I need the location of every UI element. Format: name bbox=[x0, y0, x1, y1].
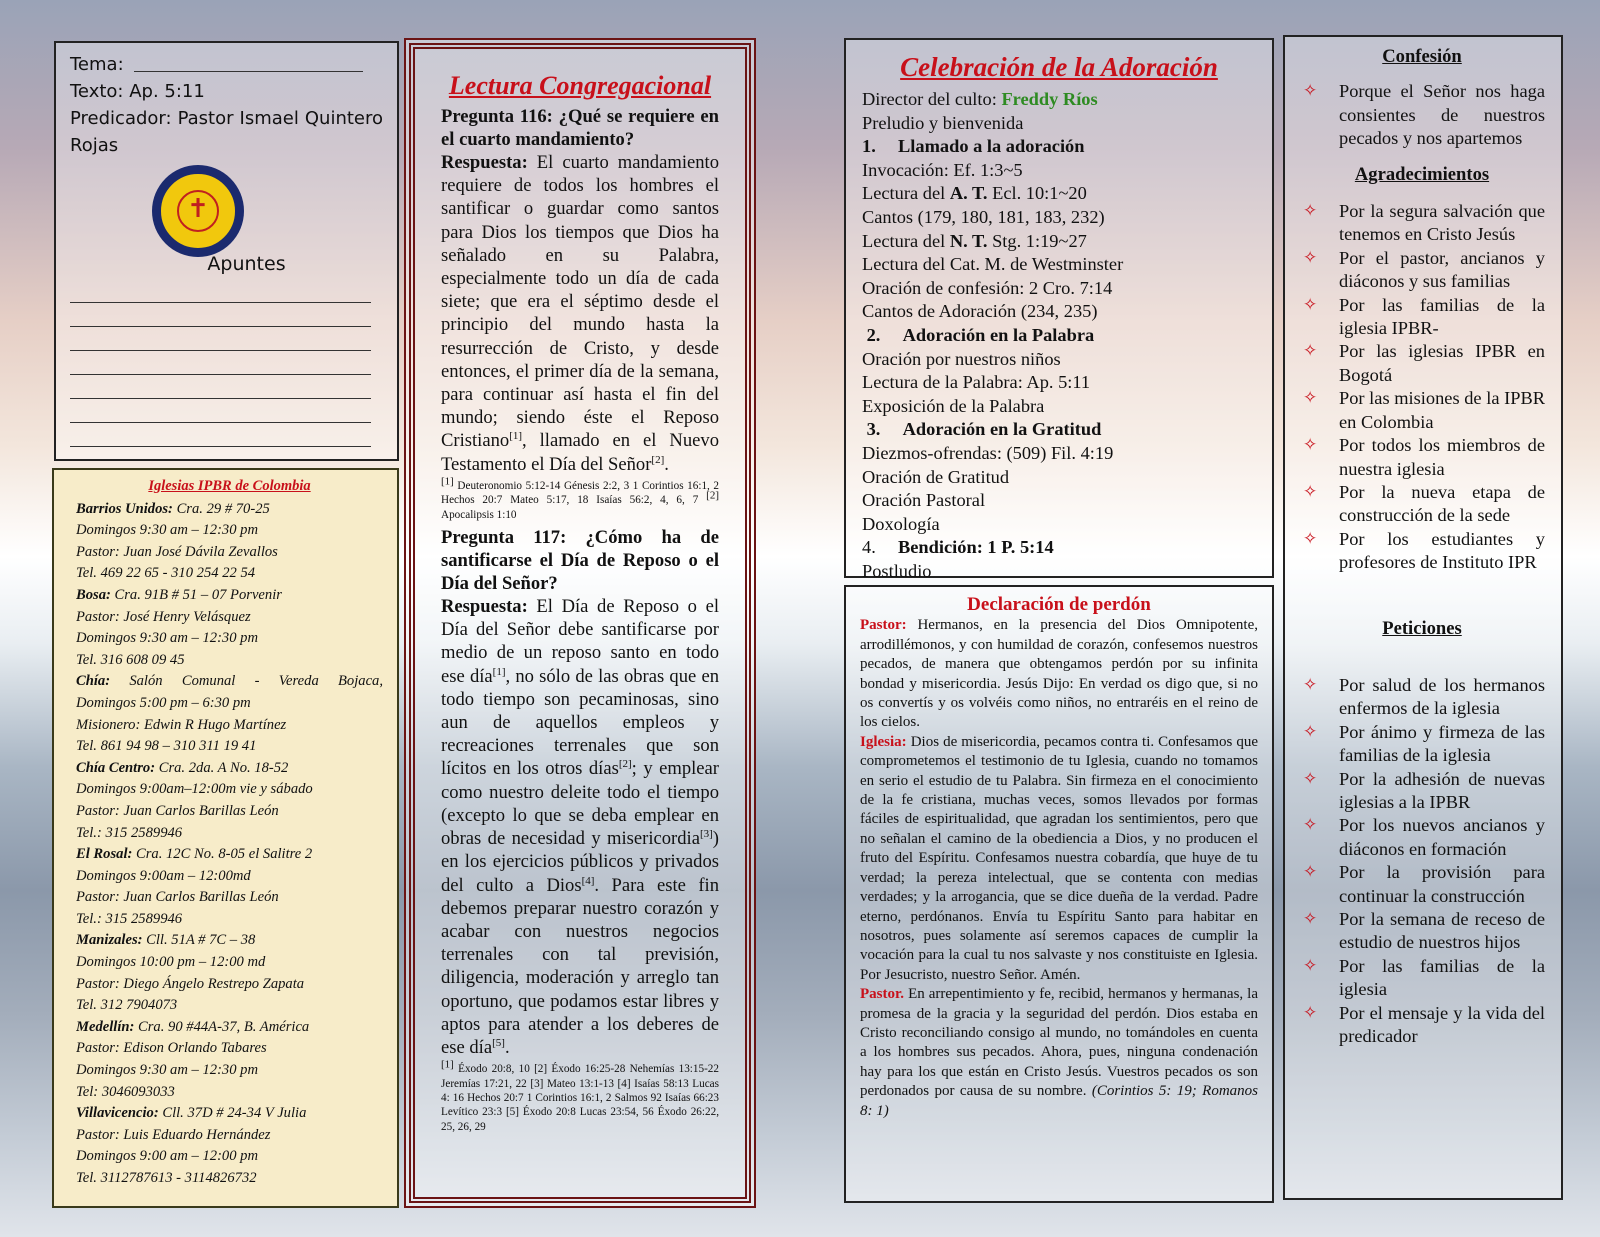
prayer-item bbox=[1299, 1002, 1545, 1049]
note-line bbox=[70, 351, 371, 375]
prayer-item-text: Por los nuevos ancianos y diáconos en formación bbox=[1339, 815, 1545, 859]
church-address: Cra. 91B # 51 – 07 Porvenir bbox=[110, 586, 282, 603]
oracion-pastoral: Oración Pastoral bbox=[862, 490, 986, 511]
director-name: Freddy Ríos bbox=[1001, 89, 1098, 109]
sermon-notes-panel bbox=[54, 41, 399, 461]
church-address: Cra. 90 #44A-37, B. América bbox=[134, 1018, 310, 1035]
church-detail: Tel. 469 22 65 - 310 254 22 54 bbox=[76, 565, 256, 582]
church-detail: Misionero: Edwin R Hugo Martínez bbox=[76, 716, 287, 733]
note-line bbox=[70, 303, 371, 327]
church-entry-heading bbox=[76, 671, 383, 693]
postludio: Postludio bbox=[862, 560, 932, 581]
church-detail: Domingos 9:30 am – 12:30 pm bbox=[76, 1062, 259, 1079]
church-address: Cll. 51A # 7C – 38 bbox=[142, 932, 256, 949]
pastor-paragraph: Pastor: Hermanos, en la presencia del Dios Omnipotente, arrodillémonos, y con humildad de corazón, confesemos nuestros pecados, de manera que obtengamos perdón por su infinita bondad y misericordia. Jesús Dijo: En verdad os digo que, si no os convertís y os volvéis como niños, no entraréis en el reino de los cielos. bbox=[860, 617, 1259, 731]
church-detail: Domingos 9:30 am – 12:30 pm bbox=[76, 630, 259, 647]
prayer-item-text: Por la segura salvación que tenemos en Cristo Jesús bbox=[1339, 201, 1545, 245]
peticiones-heading: Peticiones bbox=[1382, 617, 1462, 639]
cantos-1: Cantos (179, 180, 181, 183, 232) bbox=[862, 206, 1105, 227]
question-116: Pregunta 116: ¿Qué se requiere en el cuarto mandamiento? bbox=[441, 106, 719, 150]
prayer-item-text: Por la semana de receso de estudio de nuestros hijos bbox=[1339, 909, 1545, 953]
preludio: Preludio y bienvenida bbox=[862, 112, 1024, 133]
confesion-list bbox=[1299, 80, 1545, 150]
exposicion: Exposición de la Palabra bbox=[862, 395, 1045, 416]
church-detail: Domingos 5:00 pm – 6:30 pm bbox=[76, 694, 251, 711]
church-entry-heading bbox=[76, 1103, 383, 1125]
star-bullet-icon: ✧ bbox=[1303, 721, 1318, 742]
star-bullet-icon: ✧ bbox=[1303, 909, 1318, 929]
prayer-item-text: Por las familias de la iglesia IPBR- bbox=[1339, 294, 1545, 339]
prayer-item bbox=[1299, 340, 1545, 387]
prayer-item-text: Por salud de los hermanos enfermos de la iglesia bbox=[1339, 674, 1545, 719]
church-detail: Tel.: 315 2589946 bbox=[76, 910, 183, 927]
footnotes-116: [1] Deuteronomio 5:12-14 Génesis 2:2, 3 1 Corintios 16:1, 2 Hechos 20:7 Mateo 5:17, 18 Isaías 56:2, 4, 6, 7 [2] Apocalipsis 1:10 bbox=[441, 475, 720, 521]
prayer-item-text: Por los estudiantes y profesores de Instituto IPR bbox=[1339, 528, 1545, 573]
star-bullet-icon: ✧ bbox=[1303, 341, 1318, 362]
reading-title: Lectura Congregacional bbox=[448, 71, 712, 100]
church-detail: Domingos 9:00 am – 12:00 pm bbox=[76, 1148, 259, 1165]
tema-blank bbox=[134, 51, 363, 72]
note-line bbox=[70, 423, 371, 447]
response-label: Respuesta: bbox=[441, 596, 528, 618]
oracion-ninos: Oración por nuestros niños bbox=[862, 348, 1061, 369]
confesion-heading: Confesión bbox=[1382, 46, 1462, 67]
prayer-item-text: Por la nueva etapa de construcción de la sede bbox=[1339, 481, 1545, 526]
prayer-item bbox=[1299, 481, 1545, 528]
order-of-worship-panel bbox=[844, 38, 1274, 581]
star-bullet-icon: ✧ bbox=[1303, 862, 1318, 883]
section-4-heading: 4. Bendición: 1 P. 5:14 bbox=[862, 537, 1054, 558]
section-1-heading: 1. Llamado a la adoración bbox=[862, 136, 1085, 157]
section-3-heading: 3. Adoración en la Gratitud bbox=[866, 419, 1102, 440]
church-name: Barrios Unidos: bbox=[76, 500, 173, 517]
church-name: Manizales: bbox=[76, 932, 143, 949]
churches-panel bbox=[52, 468, 399, 1208]
church-address: Cra. 2da. A No. 18-52 bbox=[155, 759, 289, 776]
star-bullet-icon: ✧ bbox=[1303, 1002, 1318, 1023]
invocacion: Invocación: Ef. 1:3~5 bbox=[862, 159, 1023, 180]
oracion-gratitud: Oración de Gratitud bbox=[862, 466, 1010, 487]
star-bullet-icon: ✧ bbox=[1303, 201, 1318, 222]
prayer-item bbox=[1299, 814, 1545, 861]
worship-title: Celebración de la Adoración bbox=[900, 52, 1218, 82]
prayer-item-text: Por ánimo y firmeza de las familias de la iglesia bbox=[1339, 721, 1545, 766]
church-seal-logo bbox=[152, 165, 244, 257]
cantos-2: Cantos de Adoración (234, 235) bbox=[862, 301, 1098, 322]
prayer-item-text: Por todos los miembros de nuestra iglesia bbox=[1339, 435, 1545, 479]
star-bullet-icon: ✧ bbox=[1303, 81, 1318, 102]
answer-116: Respuesta: El cuarto mandamiento requiere de todos los hombres el santificar o guardar como santos para Dios los tiempos que Dios ha señalado en su Palabra, especialmente todo un día de cada siete; que era el séptimo desde el principio del mundo hasta la resurrección de Cristo, y desde entonces, el primer día de la semana, para continuar así hasta el fin del mundo; siendo éste el Reposo Cristiano[1], llamado en el Nuevo Testamento el Día del Señor[2]. bbox=[441, 152, 719, 475]
congregational-reading-panel bbox=[404, 38, 756, 1208]
question-117: Pregunta 117: ¿Cómo ha de santificarse el Día de Reposo o el Día del Señor? bbox=[441, 527, 719, 595]
star-bullet-icon: ✧ bbox=[1303, 768, 1318, 789]
star-bullet-icon: ✧ bbox=[1303, 388, 1318, 409]
agradecimientos-list bbox=[1299, 200, 1545, 575]
prayer-item-text: Porque el Señor nos haga consientes de nuestros pecados y nos apartemos bbox=[1339, 81, 1545, 149]
church-list bbox=[76, 499, 383, 1190]
church-entry-heading bbox=[76, 585, 383, 607]
churches-title: Iglesias IPBR de Colombia bbox=[148, 478, 311, 494]
church-address: Cra. 29 # 70-25 bbox=[172, 500, 270, 517]
church-detail: Tel. 861 94 98 – 310 311 19 41 bbox=[76, 738, 257, 755]
prayer-item-text: Por la provisión para continuar la construcción bbox=[1339, 862, 1545, 906]
lectura-palabra: Lectura de la Palabra: Ap. 5:11 bbox=[862, 372, 1091, 393]
prayer-item bbox=[1299, 200, 1545, 247]
church-detail: Pastor: Juan José Dávila Zevallos bbox=[76, 543, 278, 560]
church-entry-heading bbox=[76, 930, 383, 952]
star-bullet-icon: ✧ bbox=[1303, 955, 1318, 976]
church-detail: Pastor: Juan Carlos Barillas León bbox=[76, 889, 279, 906]
church-entry-heading bbox=[76, 499, 383, 521]
star-bullet-icon: ✧ bbox=[1303, 815, 1318, 836]
church-detail: Domingos 9:00am – 12:00md bbox=[76, 867, 251, 884]
prayer-item bbox=[1299, 721, 1545, 768]
church-detail: Pastor: José Henry Velásquez bbox=[76, 608, 251, 625]
church-name: Villavicencio: bbox=[76, 1105, 159, 1122]
prayer-item-text: Por el mensaje y la vida del predicador bbox=[1339, 1002, 1545, 1047]
prayer-item bbox=[1299, 908, 1545, 955]
section-2-heading: 2. Adoración en la Palabra bbox=[866, 324, 1095, 345]
church-detail: Pastor: Juan Carlos Barillas León bbox=[76, 802, 279, 819]
director-row: Director del culto: Freddy Ríos bbox=[862, 89, 1098, 109]
church-detail: Pastor: Luis Eduardo Hernández bbox=[76, 1126, 271, 1143]
prayer-panel bbox=[1283, 35, 1563, 1200]
peticiones-list bbox=[1299, 674, 1545, 1049]
star-bullet-icon: ✧ bbox=[1303, 435, 1318, 456]
star-bullet-icon: ✧ bbox=[1303, 528, 1318, 549]
prayer-item bbox=[1299, 294, 1545, 341]
church-detail: Domingos 9:30 am – 12:30 pm bbox=[76, 522, 259, 539]
declaration-title: Declaración de perdón bbox=[967, 594, 1151, 615]
lectura-nt: Lectura del N. T. Stg. 1:19~27 bbox=[862, 230, 1087, 251]
church-address: Salón Comunal - Vereda Bojaca, bbox=[110, 673, 383, 690]
tema-row bbox=[70, 51, 383, 78]
church-detail: Pastor: Edison Orlando Tabares bbox=[76, 1040, 267, 1057]
church-detail: Pastor: Diego Ángelo Restrepo Zapata bbox=[76, 975, 305, 992]
prayer-item bbox=[1299, 434, 1545, 481]
scripture-reference: (Corintios 5: 19; Romanos 8: 1) bbox=[860, 1083, 1259, 1119]
church-entry-heading bbox=[76, 758, 383, 780]
church-entry-heading bbox=[76, 1017, 383, 1039]
diezmos: Diezmos-ofrendas: (509) Fil. 4:19 bbox=[862, 442, 1114, 463]
church-detail: Tel. 312 7904073 bbox=[76, 997, 178, 1014]
response-label: Respuesta: bbox=[441, 152, 528, 173]
note-line bbox=[70, 375, 371, 399]
footnotes-117: [1] Éxodo 20:8, 10 [2] Éxodo 16:25-28 Nehemías 13:15-22 Jeremías 17:21, 22 [3] Mateo 13:1-13 [4] Isaías 58:13 Lucas 4: 16 Hechos 20:7 1 Corintios 16:1, 2 Salmos 92 Isaías 66:23 Levítico 23:3 [5] Éxodo 20:8 Lucas 23:54, 56 Éxodo 26:22, 25, 26, 29 bbox=[441, 1058, 719, 1133]
prayer-item bbox=[1299, 768, 1545, 815]
church-name: Bosa: bbox=[76, 586, 111, 603]
prayer-item-text: Por las iglesias IPBR en Bogotá bbox=[1339, 341, 1545, 385]
answer-117: Respuesta: El Día de Reposo o el Día del Señor debe santificarse por medio de un reposo santo en todo ese día[1], no sólo de las obras que en todo tiempo son pecaminosas, sino aun de aquellos empleos y recreaciones terrenales que son lícitos en los otros días[2]; y emplear como nuestro deleite todo el tiempo (excepto lo que se deba emplear en obras de necesidad y misericordia[3]) en los ejercicios públicos y privados del culto a Dios[4]. Para este fin debemos preparar nuestro corazón y acabar con nuestros negocios terrenales con tal previsión, diligencia, moderación y arreglo tan oportuno, que podamos estar libres y aptos para atender a los deberes de ese día[5]. bbox=[441, 596, 720, 1058]
church-detail: Tel. 3112787613 - 3114826732 bbox=[76, 1170, 257, 1186]
church-detail: Tel. 316 608 09 45 bbox=[76, 651, 185, 668]
star-bullet-icon: ✧ bbox=[1303, 674, 1318, 695]
church-name: El Rosal: bbox=[76, 846, 133, 863]
prayer-item-text: Por la adhesión de nuevas iglesias a la IPBR bbox=[1339, 768, 1545, 812]
church-detail: Domingos 10:00 pm – 12:00 md bbox=[76, 954, 266, 971]
church-detail: Tel: 3046093033 bbox=[76, 1083, 175, 1100]
prayer-item bbox=[1299, 387, 1545, 434]
star-bullet-icon: ✧ bbox=[1303, 294, 1318, 315]
prayer-item bbox=[1299, 247, 1545, 294]
doxologia: Doxología bbox=[862, 513, 940, 534]
lectura-at: Lectura del A. T. Ecl. 10:1~20 bbox=[862, 183, 1087, 204]
church-entry-heading bbox=[76, 844, 383, 866]
pastor-absolution-paragraph: Pastor. En arrepentimiento y fe, recibid, hermanos y hermanas, la promesa de la gracia y la seguridad del perdón. Dios estaba en Cristo reconciliando consigo al mundo, no tomándoles en cuenta a los hombres sus pecados. Ahora, pues, ninguna condenación hay para los que están en Cristo Jesús. Vuestros pecados os son perdonados por causa de su nombre. (Corintios 5: 19; Romanos 8: 1) bbox=[860, 986, 1259, 1119]
church-name: Medellín: bbox=[76, 1018, 135, 1035]
tema-label: Tema: bbox=[70, 54, 124, 75]
prayer-item-text: Por las familias de la iglesia bbox=[1339, 955, 1545, 1000]
star-bullet-icon: ✧ bbox=[1303, 247, 1318, 268]
church-name: Chía Centro: bbox=[76, 759, 156, 776]
prayer-item-text: Por el pastor, ancianos y diáconos y sus familias bbox=[1339, 247, 1545, 292]
iglesia-paragraph: Iglesia: Dios de misericordia, pecamos contra ti. Confesamos que comprometemos el testimonio de tu Iglesia, cuando no tomamos en serio el estudio de tu Palabra. Sin firmeza en el conocimiento de la fe cristiana, muchas veces, somos llevados por formas fáciles de espiritualidad, que agradan los sentimientos, pero que no señalan el camino de la obediencia a Dios, y no producen el fruto del Espíritu. Confesamos nuestra cobardía, que huye de tu verdad; la pereza intelectual, que se contenta con medias verdades; y la arrogancia, que se dice dueña de la verdad. Padre eterno, perdónanos. Envía tu Espíritu Santo para habitar en nosotros, pues solamente así seremos capaces de cumplir la vocación para la cual tu nos salvaste y nos constituiste en Iglesia. Por Jesucristo, nuestro Señor. Amén. bbox=[860, 733, 1258, 983]
prayer-item bbox=[1299, 955, 1545, 1002]
cross-icon: ✝ bbox=[177, 190, 219, 232]
prayer-item-text: Por las misiones de la IPBR en Colombia bbox=[1339, 388, 1545, 432]
prayer-item bbox=[1299, 861, 1545, 908]
texto-row: Texto: Ap. 5:11 bbox=[70, 81, 205, 102]
catecismo: Lectura del Cat. M. de Westminster bbox=[862, 254, 1124, 275]
prayer-item bbox=[1299, 674, 1545, 721]
church-address: Cll. 37D # 24-34 V Julia bbox=[158, 1105, 307, 1122]
prayer-item bbox=[1299, 528, 1545, 575]
note-line bbox=[70, 279, 371, 303]
star-bullet-icon: ✧ bbox=[1303, 481, 1318, 502]
declaration-panel bbox=[844, 585, 1274, 1203]
confesion: Oración de confesión: 2 Cro. 7:14 bbox=[862, 277, 1113, 298]
prayer-item bbox=[1299, 80, 1545, 150]
church-detail: Domingos 9:00am–12:00m vie y sábado bbox=[76, 781, 313, 798]
church-address: Cra. 12C No. 8-05 el Salitre 2 bbox=[132, 846, 313, 863]
predicador-text: Predicador: Pastor Ismael Quintero Rojas bbox=[70, 108, 383, 156]
church-detail: Tel.: 315 2589946 bbox=[76, 824, 183, 841]
church-name: Chía: bbox=[76, 673, 111, 690]
agradecimientos-heading: Agradecimientos bbox=[1354, 163, 1490, 185]
note-line bbox=[70, 327, 371, 351]
apuntes-heading: Apuntes bbox=[207, 253, 286, 275]
note-line bbox=[70, 399, 371, 423]
